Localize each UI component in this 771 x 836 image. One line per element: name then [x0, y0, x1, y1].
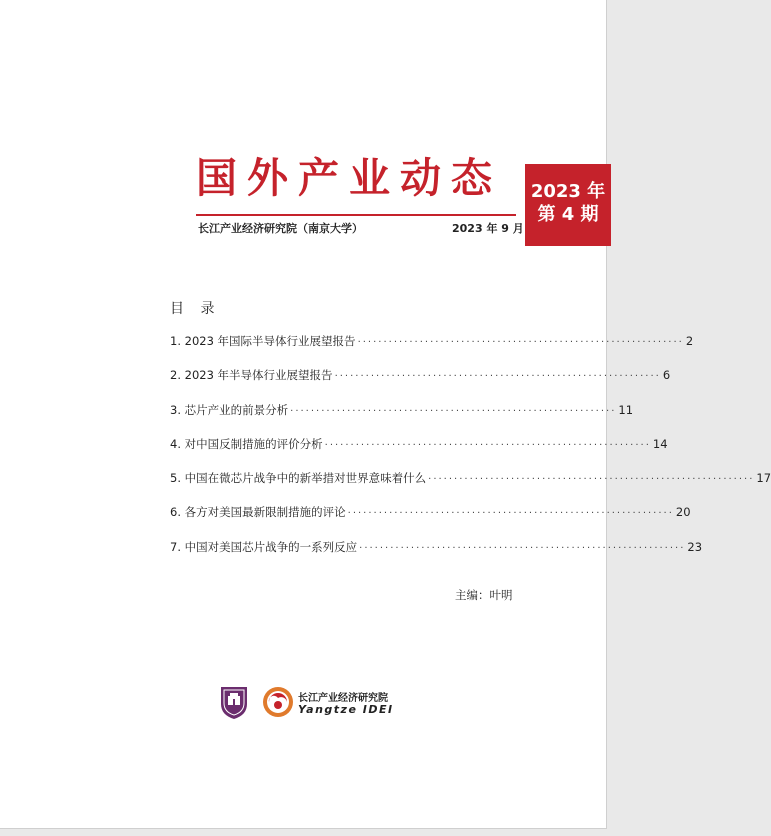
toc-item-page: 6: [662, 368, 671, 383]
idei-name-en: Yangtze IDEI: [298, 703, 394, 716]
issue-year: 2023 年: [530, 181, 606, 202]
toc-item-title: 4. 对中国反制措施的评价分析: [170, 436, 323, 451]
toc-item[interactable]: [170, 436, 668, 453]
toc-item[interactable]: [170, 470, 771, 487]
editor-credit: 主编：叶明: [455, 588, 513, 602]
issue-badge: [525, 164, 611, 246]
toc-item-title: 2. 2023 年半导体行业展望报告: [170, 368, 333, 383]
toc-leader: ·······························································: [347, 508, 674, 520]
university-seal-icon: [219, 684, 249, 720]
toc-item-page: 14: [652, 436, 668, 451]
toc-leader: ·······························································: [359, 542, 686, 554]
toc-leader: ·······························································: [428, 474, 755, 486]
toc-item-title: 3. 芯片产业的前景分析: [170, 402, 289, 417]
issue-date: 2023 年 9 月: [452, 222, 524, 235]
table-of-contents: [170, 333, 771, 573]
masthead-title: 国外产业动态: [196, 154, 502, 202]
toc-item-page: 2: [685, 334, 694, 348]
toc-item[interactable]: [170, 333, 694, 350]
toc-leader: ·······························································: [324, 439, 651, 451]
toc-item-page: 17: [756, 471, 771, 486]
toc-item-page: 20: [675, 505, 691, 520]
idei-name-cn: 长江产业经济研究院: [298, 693, 388, 704]
toc-item-title: 5. 中国在微芯片战争中的新举措对世界意味着什么: [170, 471, 427, 486]
toc-item[interactable]: [170, 367, 671, 384]
toc-leader: ·······························································: [357, 337, 684, 348]
masthead-rule: [196, 214, 516, 216]
toc-item-title: 7. 中国对美国芯片战争的一系列反应: [170, 539, 358, 554]
institute-name: 长江产业经济研究院（南京大学）: [198, 222, 363, 235]
toc-item[interactable]: [170, 504, 691, 521]
toc-heading: 目 录: [170, 301, 221, 317]
toc-leader: ·······························································: [334, 371, 661, 383]
toc-item[interactable]: [170, 402, 634, 419]
issue-number: 第 4 期: [537, 204, 599, 225]
toc-item-page: 23: [687, 539, 703, 554]
toc-item-page: 11: [618, 402, 634, 417]
toc-item-title: 6. 各方对美国最新限制措施的评论: [170, 505, 346, 520]
toc-leader: ·······························································: [290, 405, 617, 417]
toc-item[interactable]: [170, 539, 703, 556]
idei-logo-icon: [262, 686, 294, 718]
toc-item-title: 1. 2023 年国际半导体行业展望报告: [170, 334, 356, 348]
